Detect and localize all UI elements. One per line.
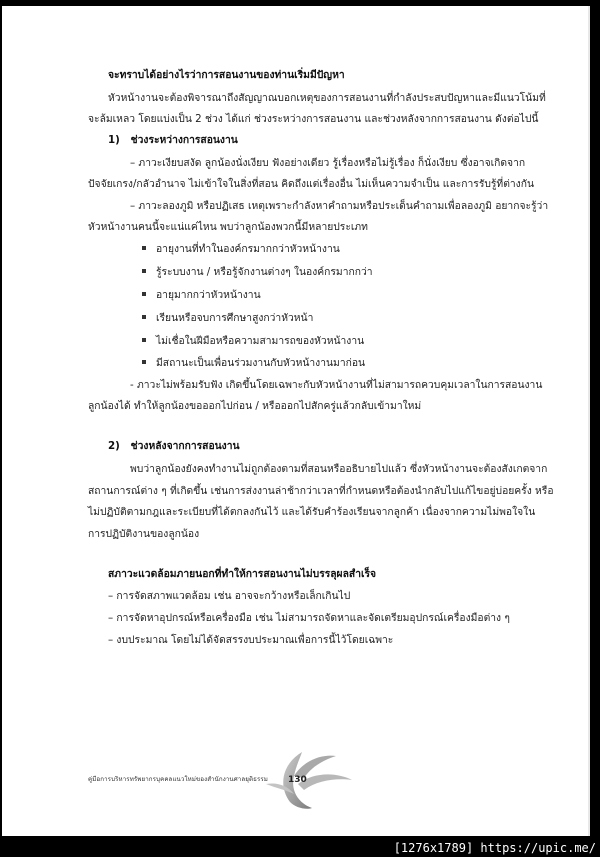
- section2-line-4: การปฏิบัติงานของลูกน้อง: [88, 528, 200, 540]
- section3-item: – งบประมาณ โดยไม่ได้จัดสรรงบประมาณเพื่อการนี้ไว้โดยเฉพาะ: [108, 634, 394, 646]
- page-number: 130: [288, 775, 307, 785]
- intro-line-2: จะล้มเหลว โดยแบ่งเป็น 2 ช่วง ได้แก่ ช่วงระหว่างการสอนงาน และช่วงหลังจากการสอนงาน ดังต่อไปนี้: [88, 113, 539, 125]
- section2-line-3: ไม่ปฏิบัติตามกฎและระเบียบที่ได้ตกลงกันไว้ และได้รับคำร้องเรียนจากลูกค้า เนื่องจากความไม่พอใจใน: [88, 506, 536, 518]
- footer-title: คู่มือการบริหารทรัพยากรบุคคลแนวใหม่ของสำนักงานศาลยุติธรรม: [88, 776, 268, 783]
- bullet-item: อายุงานที่ทำในองค์กรมากกว่าหัวหน้างาน: [142, 242, 340, 256]
- intro-line-1: หัวหน้างานจะต้องพิจารณาถึงสัญญาณบอกเหตุของการสอนงานที่กำลังประสบปัญหาและมีแนวโน้มที่: [108, 92, 546, 104]
- section2-number: 2): [108, 440, 120, 452]
- section2-heading: [108, 439, 240, 453]
- section2-line-1: พบว่าลูกน้องยังคงทำงานไม่ถูกต้องตามที่สอนหรืออธิบายไปแล้ว ซึ่งหัวหน้างานจะต้องสังเกตจาก: [130, 463, 548, 475]
- section1-para1-line-2: ปัจจัยเกรง/กลัวอำนาจ ไม่เข้าใจในสิ่งที่สอน คิดถึงแต่เรื่องอื่น ไม่เห็นความจำเป็น และการรับรู้ที่ต่างกัน: [88, 178, 534, 190]
- section1-heading: [108, 133, 238, 147]
- section3-item: – การจัดหาอุปกรณ์หรือเครื่องมือ เช่น ไม่สามารถจัดหาและจัดเตรียมอุปกรณ์เครื่องมือต่าง ๆ: [108, 612, 510, 624]
- section1-title: ช่วงระหว่างการสอนงาน: [130, 134, 238, 146]
- image-credit: [1276x1789] https://upic.me/: [393, 841, 596, 855]
- square-bullet-icon: [142, 360, 146, 364]
- section3-heading: สภาวะแวดล้อมภายนอกที่ทำให้การสอนงานไม่บรรลุผลสำเร็จ: [108, 568, 377, 580]
- page-content: [2, 6, 588, 836]
- section1-para2-line-1: – ภาวะลองภูมิ หรือปฏิเสธ เหตุเพราะกำลังหาคำถามหรือประเด็นคำถามเพื่อลองภูมิ อยากจะรู้ว่า: [130, 200, 549, 212]
- section1-para1-line-1: – ภาวะเงียบสงัด ลูกน้องนั่งเงียบ ฟังอย่างเดียว รู้เรื่องหรือไม่รู้เรื่อง ก็นั่งเงียบ ซึ่งอาจเกิดจาก: [130, 157, 526, 169]
- section1-para3-line-1: - ภาวะไม่พร้อมรับฟัง เกิดขึ้นโดยเฉพาะกับหัวหน้างานที่ไม่สามารถควบคุมเวลาในการสอนงาน: [130, 379, 543, 391]
- swirl-leaf-logo-icon: [264, 746, 384, 812]
- square-bullet-icon: [142, 269, 146, 273]
- square-bullet-icon: [142, 315, 146, 319]
- section2-line-2: สถานการณ์ต่าง ๆ ที่เกิดขึ้น เช่นการส่งงานล่าช้ากว่าเวลาที่กำหนดหรือต้องนำกลับไปแก้ไขอยู่บ่อยครั้ง หรือ: [88, 485, 554, 497]
- square-bullet-icon: [142, 338, 146, 342]
- square-bullet-icon: [142, 292, 146, 296]
- section1-number: 1): [108, 134, 120, 146]
- section1-para2-line-2: หัวหน้างานคนนี้จะแน่แค่ไหน พบว่าลูกน้องพวกนี้มีหลายประเภท: [88, 221, 368, 233]
- bullet-item: รู้ระบบงาน / หรือรู้จักงานต่างๆ ในองค์กรมากกว่า: [142, 265, 373, 279]
- document-page: [2, 6, 590, 836]
- bullet-item: มีสถานะเป็นเพื่อนร่วมงานกับหัวหน้างานมาก่อน: [142, 356, 365, 370]
- section1-para3-line-2: ลูกน้องได้ ทำให้ลูกน้องขอออกไปก่อน / หรือออกไปสักครู่แล้วกลับเข้ามาใหม่: [88, 400, 422, 412]
- main-heading: จะทราบได้อย่างไรว่าการสอนงานของท่านเริ่มมีปัญหา: [108, 69, 345, 81]
- section3-item: – การจัดสภาพแวดล้อม เช่น อาจจะกว้างหรือเล็กเกินไป: [108, 590, 351, 602]
- square-bullet-icon: [142, 246, 146, 250]
- section2-title: ช่วงหลังจากการสอนงาน: [130, 440, 240, 452]
- bullet-item: อายุมากกว่าหัวหน้างาน: [142, 288, 261, 302]
- bullet-item: ไม่เชื่อในฝีมือหรือความสามารถของหัวหน้างาน: [142, 334, 364, 348]
- bullet-item: เรียนหรือจบการศึกษาสูงกว่าหัวหน้า: [142, 311, 313, 325]
